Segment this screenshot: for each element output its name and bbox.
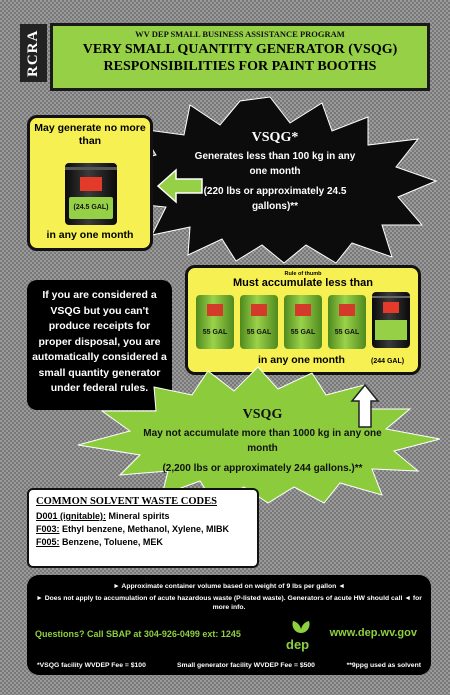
green-drum-icon (328, 295, 366, 349)
waste-code: F003: (36, 524, 60, 534)
rcra-label: RCRA (20, 24, 47, 82)
waste-code: F005: (36, 537, 60, 547)
waste-code-item (36, 536, 250, 549)
drum-volume-label: 55 GAL (246, 329, 272, 336)
left-arrow-icon (156, 168, 204, 204)
green-drum-icon (240, 295, 278, 349)
vsqg-generation-equivalent: (220 lbs or approximately 24.5 gallons)** (203, 186, 347, 212)
vsqg-accumulation-equivalent: (2,200 lbs or approximately 244 gallons.)** (162, 463, 363, 474)
program-name: WV DEP SMALL BUSINESS ASSISTANCE PROGRAM (135, 29, 345, 39)
density-note: **9ppg used as solvent (346, 662, 421, 669)
waste-code-desc: Mineral spirits (108, 511, 170, 521)
page-title-line2: RESPONSIBILITIES FOR PAINT BOOTHS (103, 59, 377, 74)
waste-code-desc: Ethyl benzene, Methanol, Xylene, MIBK (62, 524, 230, 534)
sqg-warning: If you are considered a VSQG but you can't produce receipts for proper disposal, you are automatically considered a small quantity generator under federal rules. (27, 280, 172, 410)
rule-of-thumb-label: Rule of thumb (284, 271, 322, 277)
footer-note-acute: ► Does not apply to accumulation of acute hazardous waste (P-listed waste). Generators of acute HW should call ◄ for more info. (36, 595, 422, 611)
generation-box-heading: May generate no more than (34, 122, 146, 147)
drum-icon (65, 163, 117, 225)
waste-code: D001 (ignitable): (36, 511, 107, 521)
green-drum-icon (196, 295, 234, 349)
vsqg-title: VSQG* (251, 130, 299, 145)
generation-box (27, 115, 153, 251)
page-header (50, 23, 430, 91)
vsqg2-title: VSQG (242, 407, 283, 422)
black-drum-icon (372, 292, 410, 348)
waste-codes-heading: COMMON SOLVENT WASTE CODES (36, 496, 217, 507)
accumulation-box (185, 265, 421, 375)
green-drum-icon (284, 295, 322, 349)
accumulation-heading: Must accumulate less than (233, 277, 373, 289)
footer (27, 575, 431, 675)
contact-phone[interactable]: Questions? Call SBAP at 304-926-0499 ext: 1245 (35, 629, 241, 639)
page-title-line1: VERY SMALL QUANTITY GENERATOR (VSQG) (82, 42, 398, 57)
drum-volume-label: (24.5 GAL) (73, 204, 109, 211)
footer-note-volume: ► Approximate container volume based on weight of 9 lbs per gallon ◄ (113, 583, 345, 590)
waste-code-item (36, 510, 250, 523)
dep-logo-text: dep (286, 637, 310, 652)
drum-volume-label: 55 GAL (290, 329, 316, 336)
waste-codes-box (27, 488, 259, 568)
waste-code-item (36, 523, 250, 536)
total-volume-label: (244 GAL) (371, 358, 405, 365)
waste-code-desc: Benzene, Toluene, MEK (62, 537, 163, 547)
website-link[interactable]: www.dep.wv.gov (329, 627, 417, 639)
drum-volume-label: 55 GAL (202, 329, 228, 336)
vsqg-accumulation-limit: May not accumulate more than 1000 kg in any one month (143, 428, 382, 454)
sqg-fee: Small generator facility WVDEP Fee = $500 (177, 662, 315, 669)
generation-box-period: in any one month (46, 229, 134, 241)
vsqg-generation-limit: Generates less than 100 kg in any one month (194, 151, 356, 177)
drum-volume-label: 55 GAL (334, 329, 360, 336)
vsqg-fee: *VSQG facility WVDEP Fee = $100 (37, 662, 146, 669)
accumulation-period: in any one month (258, 354, 345, 366)
